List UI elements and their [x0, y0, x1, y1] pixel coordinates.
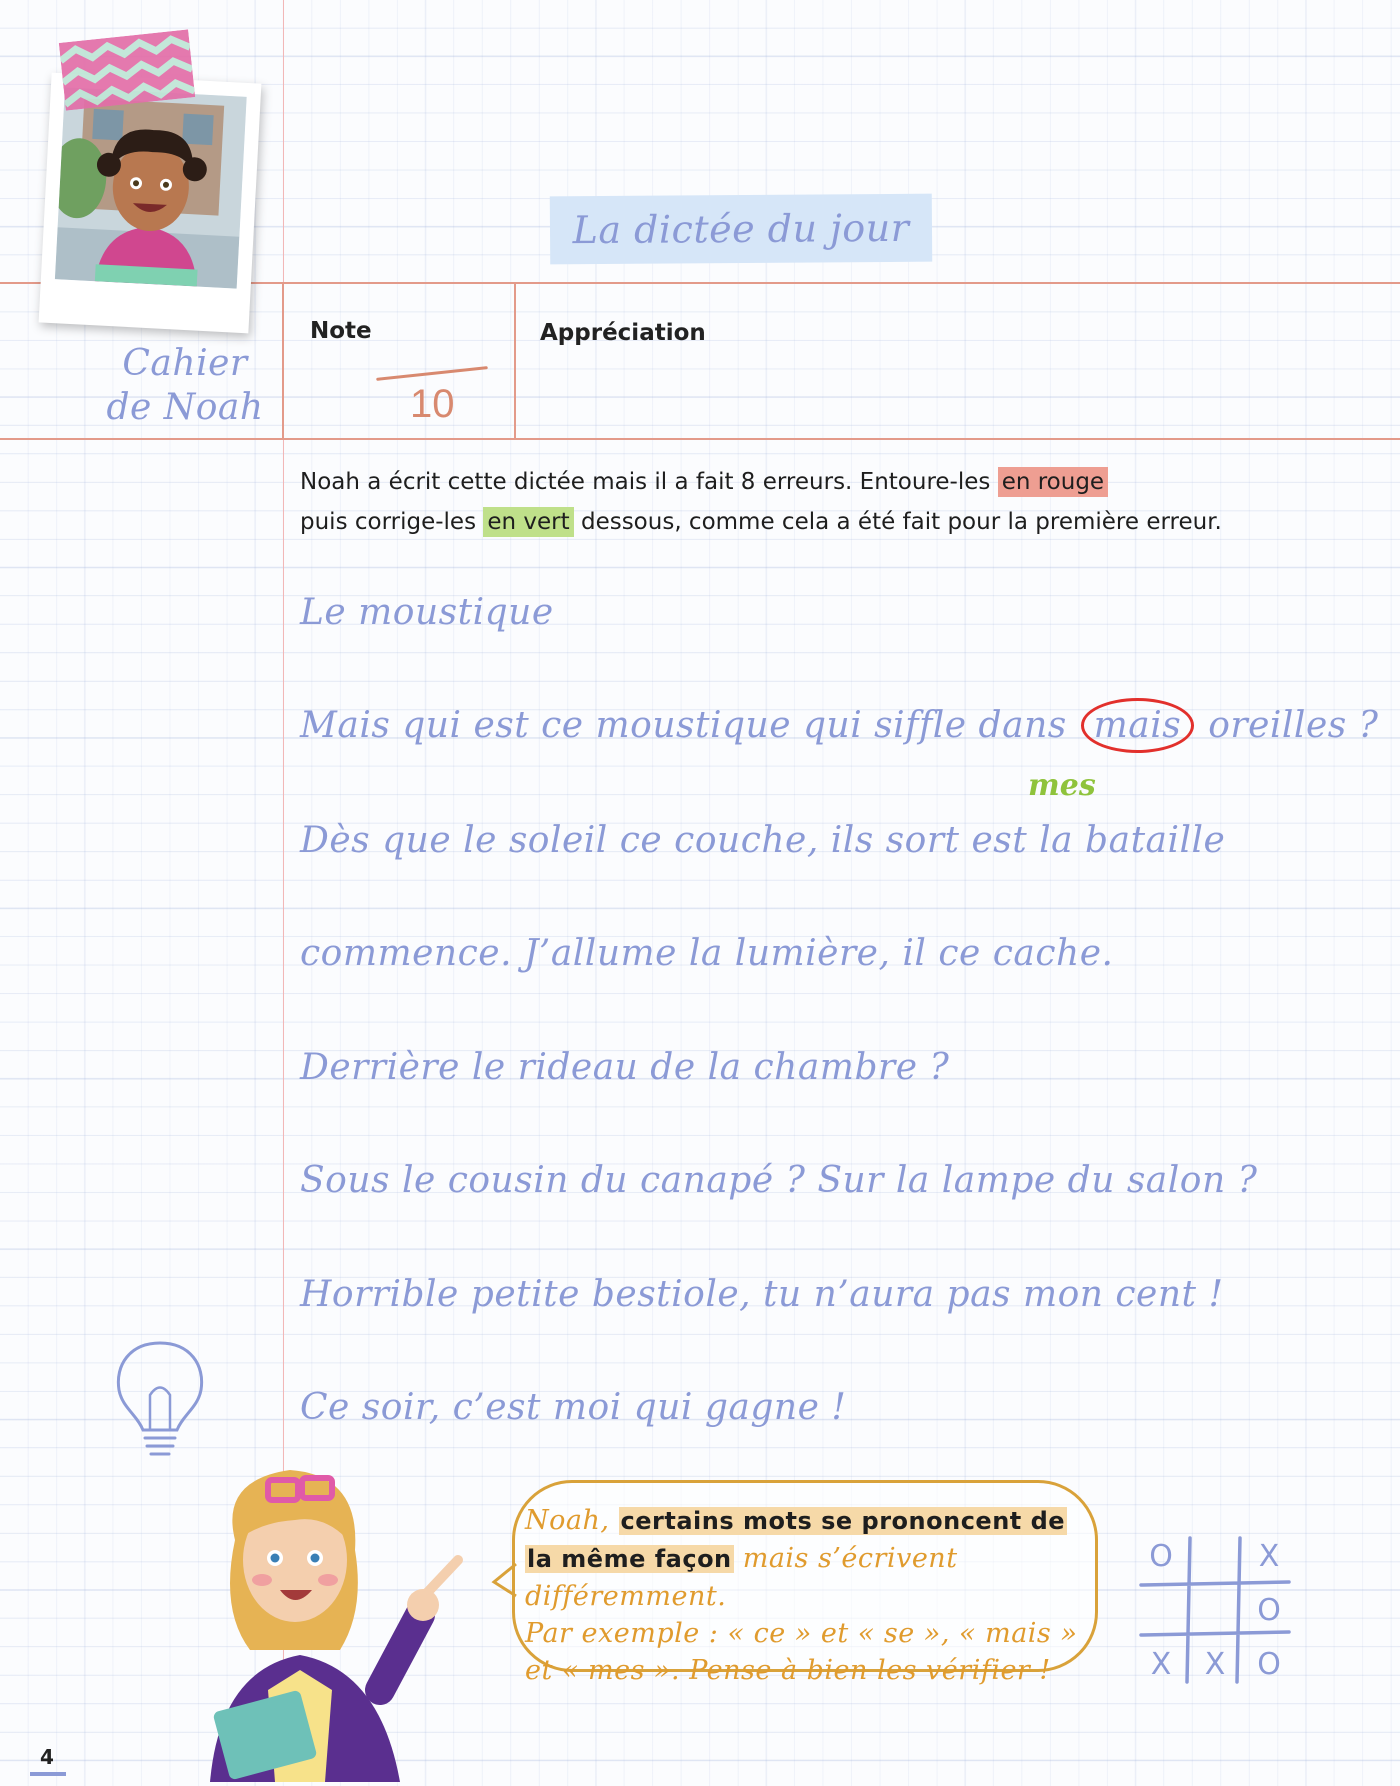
dictation-line-1	[300, 705, 1378, 746]
circled-error-word: mais	[1081, 698, 1195, 753]
appreciation-label: Appréciation	[540, 320, 706, 346]
speech-bubble-tail	[490, 1560, 520, 1604]
bubble-rest-1: mais s’écrivent différemment.	[525, 1543, 958, 1612]
line1-after: oreilles ?	[1196, 705, 1379, 746]
bubble-highlight-1: certains mots se prononcent de	[620, 1507, 1066, 1535]
speech-bubble-text	[525, 1502, 1105, 1689]
instr-part1: Noah a écrit cette dictée mais il a fait 8 erreurs. Entoure-les	[300, 469, 998, 495]
cahier-line-1: Cahier	[122, 343, 248, 384]
girl-illustration	[150, 1440, 490, 1786]
instr-part2: puis corrige-les	[300, 509, 484, 535]
page-number-underline	[30, 1772, 66, 1776]
dictation-line-4: Derrière le rideau de la chambre ?	[300, 1047, 950, 1088]
washi-tape	[59, 29, 195, 110]
instr-highlight-red: en rouge	[998, 467, 1108, 497]
header-bottom-line	[0, 438, 1400, 440]
ttt-cell: X	[1204, 1646, 1226, 1682]
ttt-cell: O	[1149, 1538, 1173, 1574]
bubble-rest-2: Par exemple : « ce » et « se », « mais »	[525, 1618, 1078, 1649]
dictation-line-3: commence. J’allume la lumière, il ce cache.	[300, 933, 1114, 974]
dictation-line-7: Ce soir, c’est moi qui gagne !	[300, 1387, 847, 1428]
page-number: 4	[40, 1745, 54, 1769]
notebook-owner-label	[100, 342, 270, 430]
dictation-line-2: Dès que le soleil ce couche, ils sort est la bataille	[300, 820, 1226, 861]
bubble-lead: Noah,	[525, 1505, 619, 1536]
noah-photo	[39, 73, 262, 334]
header-divider-middle	[514, 282, 516, 440]
tic-tac-toe-doodle	[1135, 1530, 1295, 1690]
page-title	[550, 194, 932, 265]
page-title-text: La dictée du jour	[572, 205, 910, 253]
instr-highlight-green: en vert	[483, 507, 573, 537]
note-score-bar	[376, 366, 488, 381]
ttt-cell: X	[1258, 1538, 1280, 1574]
header-divider-left	[282, 282, 284, 440]
line1-before: Mais qui est ce moustique qui siffle dans	[300, 705, 1079, 746]
noah-portrait	[55, 87, 247, 288]
bubble-highlight-2: la même façon	[527, 1545, 732, 1573]
dictation-line-6: Horrible petite bestiole, tu n’aura pas mon cent !	[300, 1274, 1224, 1315]
dictation-title: Le moustique	[300, 592, 554, 633]
instr-part3: dessous, comme cela a été fait pour la première erreur.	[573, 509, 1222, 535]
correction-word: mes	[1028, 768, 1096, 803]
dictation-line-5: Sous le cousin du canapé ? Sur la lampe du salon ?	[300, 1160, 1258, 1201]
note-label: Note	[310, 318, 372, 344]
ttt-cell: O	[1257, 1592, 1281, 1628]
note-score: 10	[410, 382, 455, 426]
cahier-line-2: de Noah	[106, 387, 264, 428]
bubble-rest-3: et « mes ». Pense à bien les vérifier !	[525, 1655, 1051, 1686]
ttt-cell	[1189, 1584, 1241, 1636]
exercise-instructions	[300, 462, 1360, 542]
ttt-cell	[1135, 1584, 1187, 1636]
ttt-cell	[1189, 1530, 1241, 1582]
ttt-cell: X	[1150, 1646, 1172, 1682]
ttt-cell: O	[1257, 1646, 1281, 1682]
